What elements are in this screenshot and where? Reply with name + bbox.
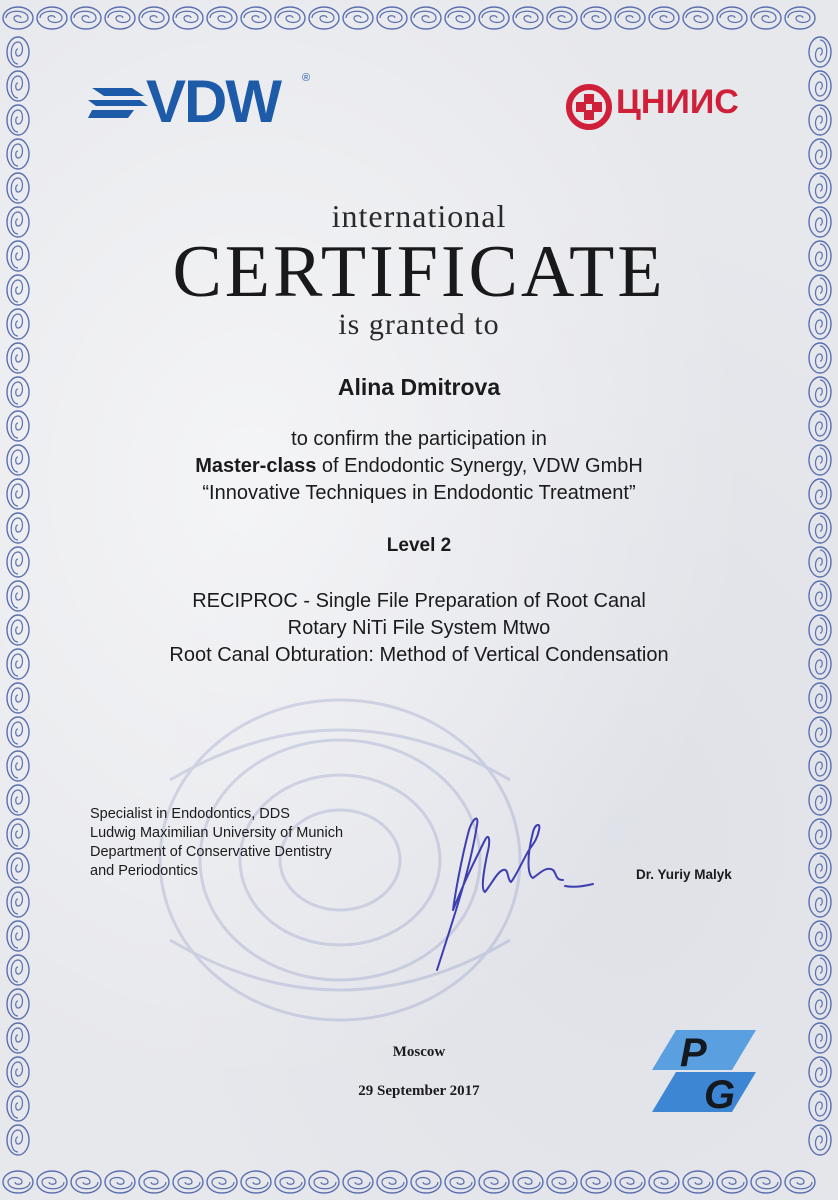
shell-ornament: [275, 7, 305, 29]
shell-ornament: [3, 7, 33, 29]
shell-ornament: [581, 1171, 611, 1193]
shell-ornament: [809, 819, 831, 849]
shell-ornament: [7, 343, 29, 373]
masterclass-label: Master-class: [195, 455, 317, 477]
shell-ornament: [7, 751, 29, 781]
course-title: “Innovative Techniques in Endodontic Treatment”: [202, 482, 636, 504]
shell-ornament: [809, 785, 831, 815]
shell-ornament: [7, 717, 29, 747]
signatory-name: Dr. Yuriy Malyk: [636, 867, 732, 882]
shell-ornament: [809, 1125, 831, 1155]
shell-ornament: [717, 7, 747, 29]
shell-ornament: [809, 989, 831, 1019]
cniis-logo: [566, 78, 766, 134]
shell-ornament: [173, 1171, 203, 1193]
signatory-credentials: [90, 805, 430, 881]
shell-ornament: [207, 1171, 237, 1193]
shell-ornament: [7, 139, 29, 169]
shell-ornament: [809, 683, 831, 713]
shell-ornament: [275, 1171, 305, 1193]
shell-ornament: [7, 1125, 29, 1155]
shell-ornament: [37, 7, 67, 29]
shell-ornament: [751, 1171, 781, 1193]
shell-ornament: [809, 853, 831, 883]
credential-line: Specialist in Endodontics, DDS: [90, 806, 290, 822]
shell-ornament: [377, 7, 407, 29]
shell-ornament: [139, 1171, 169, 1193]
cniis-wordmark: ЦНИИС: [616, 83, 739, 121]
issue-date: 29 September 2017: [358, 1083, 480, 1099]
shell-ornament: [809, 71, 831, 101]
shell-ornament: [683, 1171, 713, 1193]
shell-ornament: [173, 7, 203, 29]
shell-ornament: [377, 1171, 407, 1193]
shell-ornament: [411, 1171, 441, 1193]
certificate-title: CERTIFICATE: [172, 231, 666, 313]
shell-ornament: [751, 7, 781, 29]
shell-ornament: [547, 7, 577, 29]
shell-ornament: [809, 37, 831, 67]
shell-ornament: [7, 989, 29, 1019]
cniis-emblem-icon: [566, 84, 612, 130]
handwritten-signature: [415, 800, 605, 985]
credential-line: Department of Conservative Dentistry: [90, 844, 332, 860]
shell-ornament: [445, 1171, 475, 1193]
shell-ornament: [7, 819, 29, 849]
vdw-wordmark: VDW: [146, 68, 280, 135]
shell-ornament: [809, 343, 831, 373]
recipient-name: Alina Dmitrova: [337, 374, 501, 400]
certificate-kicker: international: [331, 198, 507, 234]
masterclass-line: [0, 455, 838, 478]
shell-ornament: [7, 955, 29, 985]
svg-text:P: P: [680, 1031, 707, 1075]
shell-ornament: [241, 1171, 271, 1193]
shell-ornament: [37, 1171, 67, 1193]
shell-ornament: [7, 887, 29, 917]
shell-ornament: [105, 1171, 135, 1193]
shell-ornament: [785, 7, 815, 29]
issue-city: Moscow: [392, 1044, 446, 1060]
pg-logo: [652, 1030, 756, 1112]
shell-ornament: [809, 887, 831, 917]
shell-ornament: [71, 1171, 101, 1193]
shell-ornament: [615, 1171, 645, 1193]
shell-ornament: [7, 683, 29, 713]
shell-ornament: [7, 71, 29, 101]
shell-ornament: [809, 105, 831, 135]
shell-ornament: [445, 7, 475, 29]
topic-item: RECIPROC - Single File Preparation of Root Canal: [192, 590, 646, 612]
shell-ornament: [479, 1171, 509, 1193]
course-level: Level 2: [386, 535, 452, 556]
credential-line: and Periodontics: [90, 863, 199, 879]
shell-ornament: [785, 1171, 815, 1193]
shell-ornament: [7, 921, 29, 951]
shell-ornament: [649, 7, 679, 29]
shell-ornament: [105, 7, 135, 29]
shell-ornament: [241, 7, 271, 29]
shell-ornament: [649, 1171, 679, 1193]
topic-item: Rotary NiTi File System Mtwo: [287, 617, 551, 639]
participation-text: to confirm the participation in: [291, 428, 547, 450]
shell-ornament: [343, 1171, 373, 1193]
masterclass-organizer: of Endodontic Synergy, VDW GmbH: [316, 455, 643, 477]
topic-item: Root Canal Obturation: Method of Vertical Condensation: [169, 644, 669, 666]
shell-ornament: [7, 105, 29, 135]
shell-ornament: [547, 1171, 577, 1193]
shell-ornament: [809, 139, 831, 169]
shell-ornament: [139, 7, 169, 29]
shell-ornament: [479, 7, 509, 29]
shell-ornament: [7, 37, 29, 67]
shell-ornament: [411, 7, 441, 29]
shell-ornament: [717, 1171, 747, 1193]
shell-ornament: [7, 853, 29, 883]
shell-ornament: [207, 7, 237, 29]
shell-ornament: [809, 751, 831, 781]
shell-ornament: [309, 1171, 339, 1193]
shell-ornament: [71, 7, 101, 29]
shell-ornament: [343, 7, 373, 29]
vdw-stripes-icon: [88, 82, 152, 126]
shell-ornament: [309, 7, 339, 29]
shell-ornament: [809, 717, 831, 747]
shell-ornament: [7, 785, 29, 815]
svg-text:G: G: [704, 1073, 736, 1112]
shell-ornament: [513, 1171, 543, 1193]
registered-mark: ®: [302, 72, 311, 84]
vdw-logo: [88, 68, 318, 136]
credential-line: Ludwig Maximilian University of Munich: [90, 825, 344, 841]
shell-ornament: [615, 7, 645, 29]
shell-ornament: [581, 7, 611, 29]
shell-ornament: [683, 7, 713, 29]
certificate-subtitle: is granted to: [338, 308, 500, 341]
shell-ornament: [809, 955, 831, 985]
shell-ornament: [513, 7, 543, 29]
shell-ornament: [3, 1171, 33, 1193]
shell-ornament: [809, 921, 831, 951]
